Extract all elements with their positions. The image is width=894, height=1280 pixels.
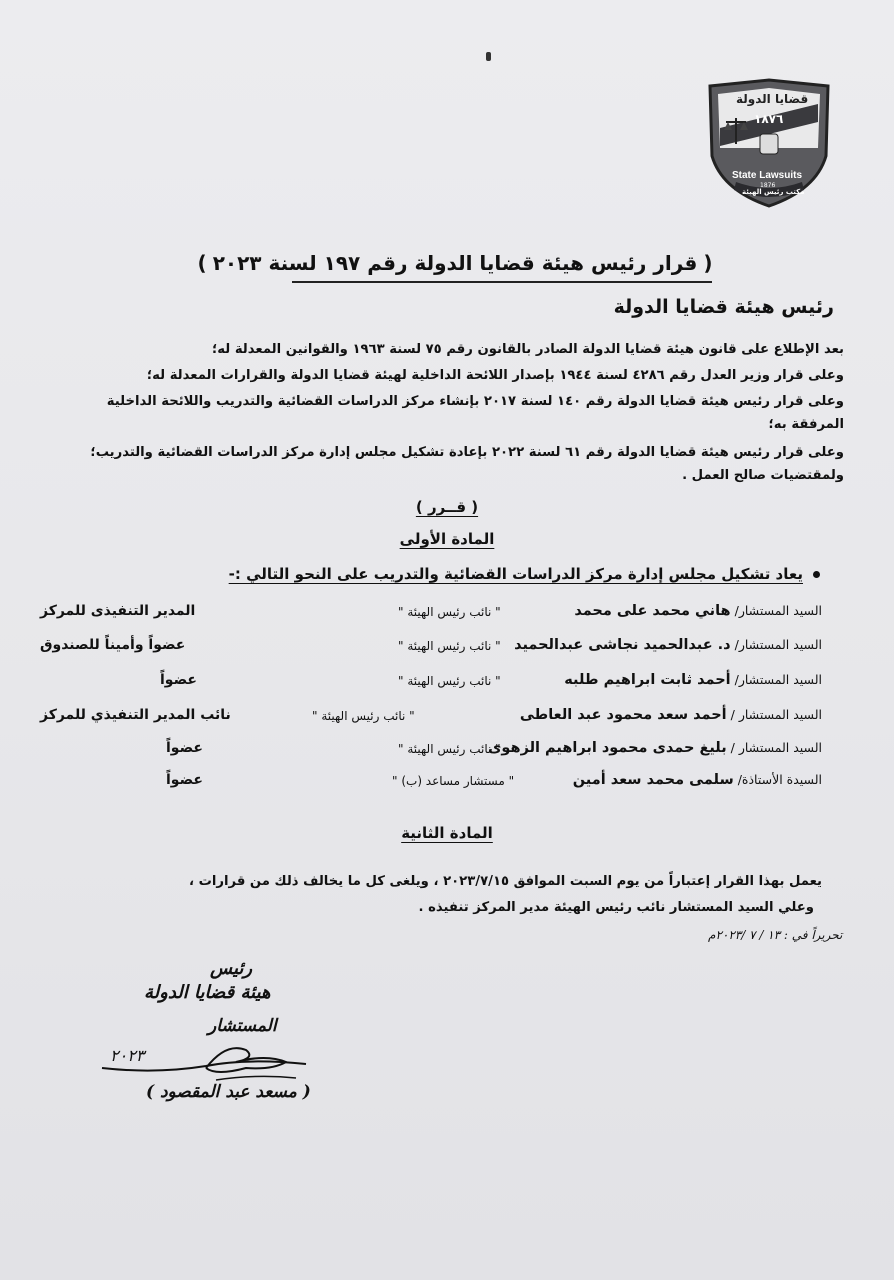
article-1-text: يعاد تشكيل مجلس إدارة مركز الدراسات القضائية والتدريب على النحو التالي :-	[228, 565, 803, 583]
member-role: عضواً	[166, 740, 203, 756]
article-2-heading: المادة الثانية	[401, 824, 493, 842]
decision-heading: ( قــرر )	[415, 498, 479, 516]
member-name: السيد المستشار/ أحمد ثابت ابراهيم طلبه	[564, 672, 822, 688]
member-row	[40, 637, 822, 661]
member-name: السيد المستشار/ هاني محمد على محمد	[574, 603, 822, 619]
state-lawsuits-logo	[706, 78, 832, 210]
logo-arabic-name: قضايا الدولة	[736, 92, 809, 106]
preamble-line-4: المرفقة به؛	[768, 417, 844, 432]
member-role: عضواً	[166, 772, 203, 788]
member-role: المدير التنفيذى للمركز	[40, 603, 196, 619]
member-position: " نائب رئيس الهيئة "	[398, 674, 501, 688]
signatory-name: ( مسعد عبد المقصود )	[146, 1082, 311, 1102]
preamble-line-3: وعلى قرار رئيس هيئة قضايا الدولة رقم ١٤٠ لسنة ٢٠١٧ بإنشاء مركز الدراسات القضائية والتدريب واللائحة الداخلية	[106, 394, 844, 409]
article-1-bullet	[229, 565, 820, 583]
member-role: عضواً	[160, 672, 197, 688]
signatory-title-line2: هيئة قضايا الدولة	[144, 982, 271, 1003]
signatory-title-line3: المستشار	[208, 1016, 277, 1036]
title-underline	[292, 281, 712, 283]
member-position: " نائب رئيس الهيئة "	[398, 742, 501, 756]
issuer-heading: رئيس هيئة قضايا الدولة	[613, 296, 834, 318]
member-name: السيد المستشار / أحمد سعد محمود عبد العاطى	[519, 707, 822, 723]
title-close-paren: )	[197, 251, 207, 275]
preamble-line-1: بعد الإطلاع على قانون هيئة قضايا الدولة الصادر بالقانون رقم ٧٥ لسنة ١٩٦٣ والقوانين المعدلة له؛	[212, 342, 844, 357]
member-row	[40, 672, 822, 696]
bullet-dot	[813, 571, 820, 578]
signatory-title-line1: رئيس	[210, 958, 253, 979]
logo-caption: مكتب رئيس الهيئة	[742, 188, 805, 196]
member-name: السيد المستشار/ د. عبدالحميد نجاشى عبدالحميد	[514, 637, 822, 653]
member-row	[40, 707, 822, 731]
article-1-heading: المادة الأولى	[399, 530, 495, 548]
article-2-line-1: يعمل بهذا القرار إعتباراً من يوم السبت الموافق ٢٠٢٣/٧/١٥ ، ويلغى كل ما يخالف ذلك من قرارات ،	[189, 874, 822, 889]
logo-year: 1876	[760, 182, 776, 189]
preamble-line-2: وعلى قرار وزير العدل رقم ٤٢٨٦ لسنة ١٩٤٤ بإصدار اللائحة الداخلية لهيئة قضايا الدولة والقرارات المعدلة له؛	[146, 368, 844, 383]
issue-date: تحريراً في : ١٣ / ٧ /٢٠٢٣م	[708, 928, 843, 942]
hole-punch-mark	[486, 52, 491, 61]
logo-english-name: State Lawsuits	[732, 170, 803, 181]
preamble-line-5: وعلى قرار رئيس هيئة قضايا الدولة رقم ٦١ لسنة ٢٠٢٢ بإعادة تشكيل مجلس إدارة مركز الدراسات القضائية والتدريب؛	[90, 445, 844, 460]
article-2-line-2: وعلي السيد المستشار نائب رئيس الهيئة مدير المركز تنفيذه .	[418, 900, 814, 915]
member-position: " نائب رئيس الهيئة "	[312, 709, 415, 723]
member-name: السيد المستشار / بليغ حمدى محمود ابراهيم الزهوى	[488, 740, 822, 756]
preamble-line-6: ولمقتضيات صالح العمل .	[682, 468, 844, 483]
member-row	[40, 603, 822, 627]
handwritten-date: ٢٠٢٣	[110, 1046, 145, 1065]
member-role: نائب المدير التنفيذي للمركز	[40, 707, 231, 723]
member-row	[40, 740, 822, 764]
member-position: " مستشار مساعد (ب) "	[392, 774, 515, 788]
title-text: قرار رئيس هيئة قضايا الدولة رقم ١٩٧ لسنة ٢٠٢٣	[212, 251, 698, 275]
member-role: عضواً وأميناً للصندوق	[40, 637, 186, 653]
logo-arabic-year: ١٨٧٦	[754, 112, 784, 126]
title-open-paren: (	[703, 251, 713, 275]
member-position: " نائب رئيس الهيئة "	[398, 639, 501, 653]
member-position: " نائب رئيس الهيئة "	[398, 605, 501, 619]
decision-title	[180, 246, 730, 280]
member-name: السيدة الأستاذة/ سلمى محمد سعد أمين	[572, 772, 822, 788]
member-row	[40, 772, 822, 796]
